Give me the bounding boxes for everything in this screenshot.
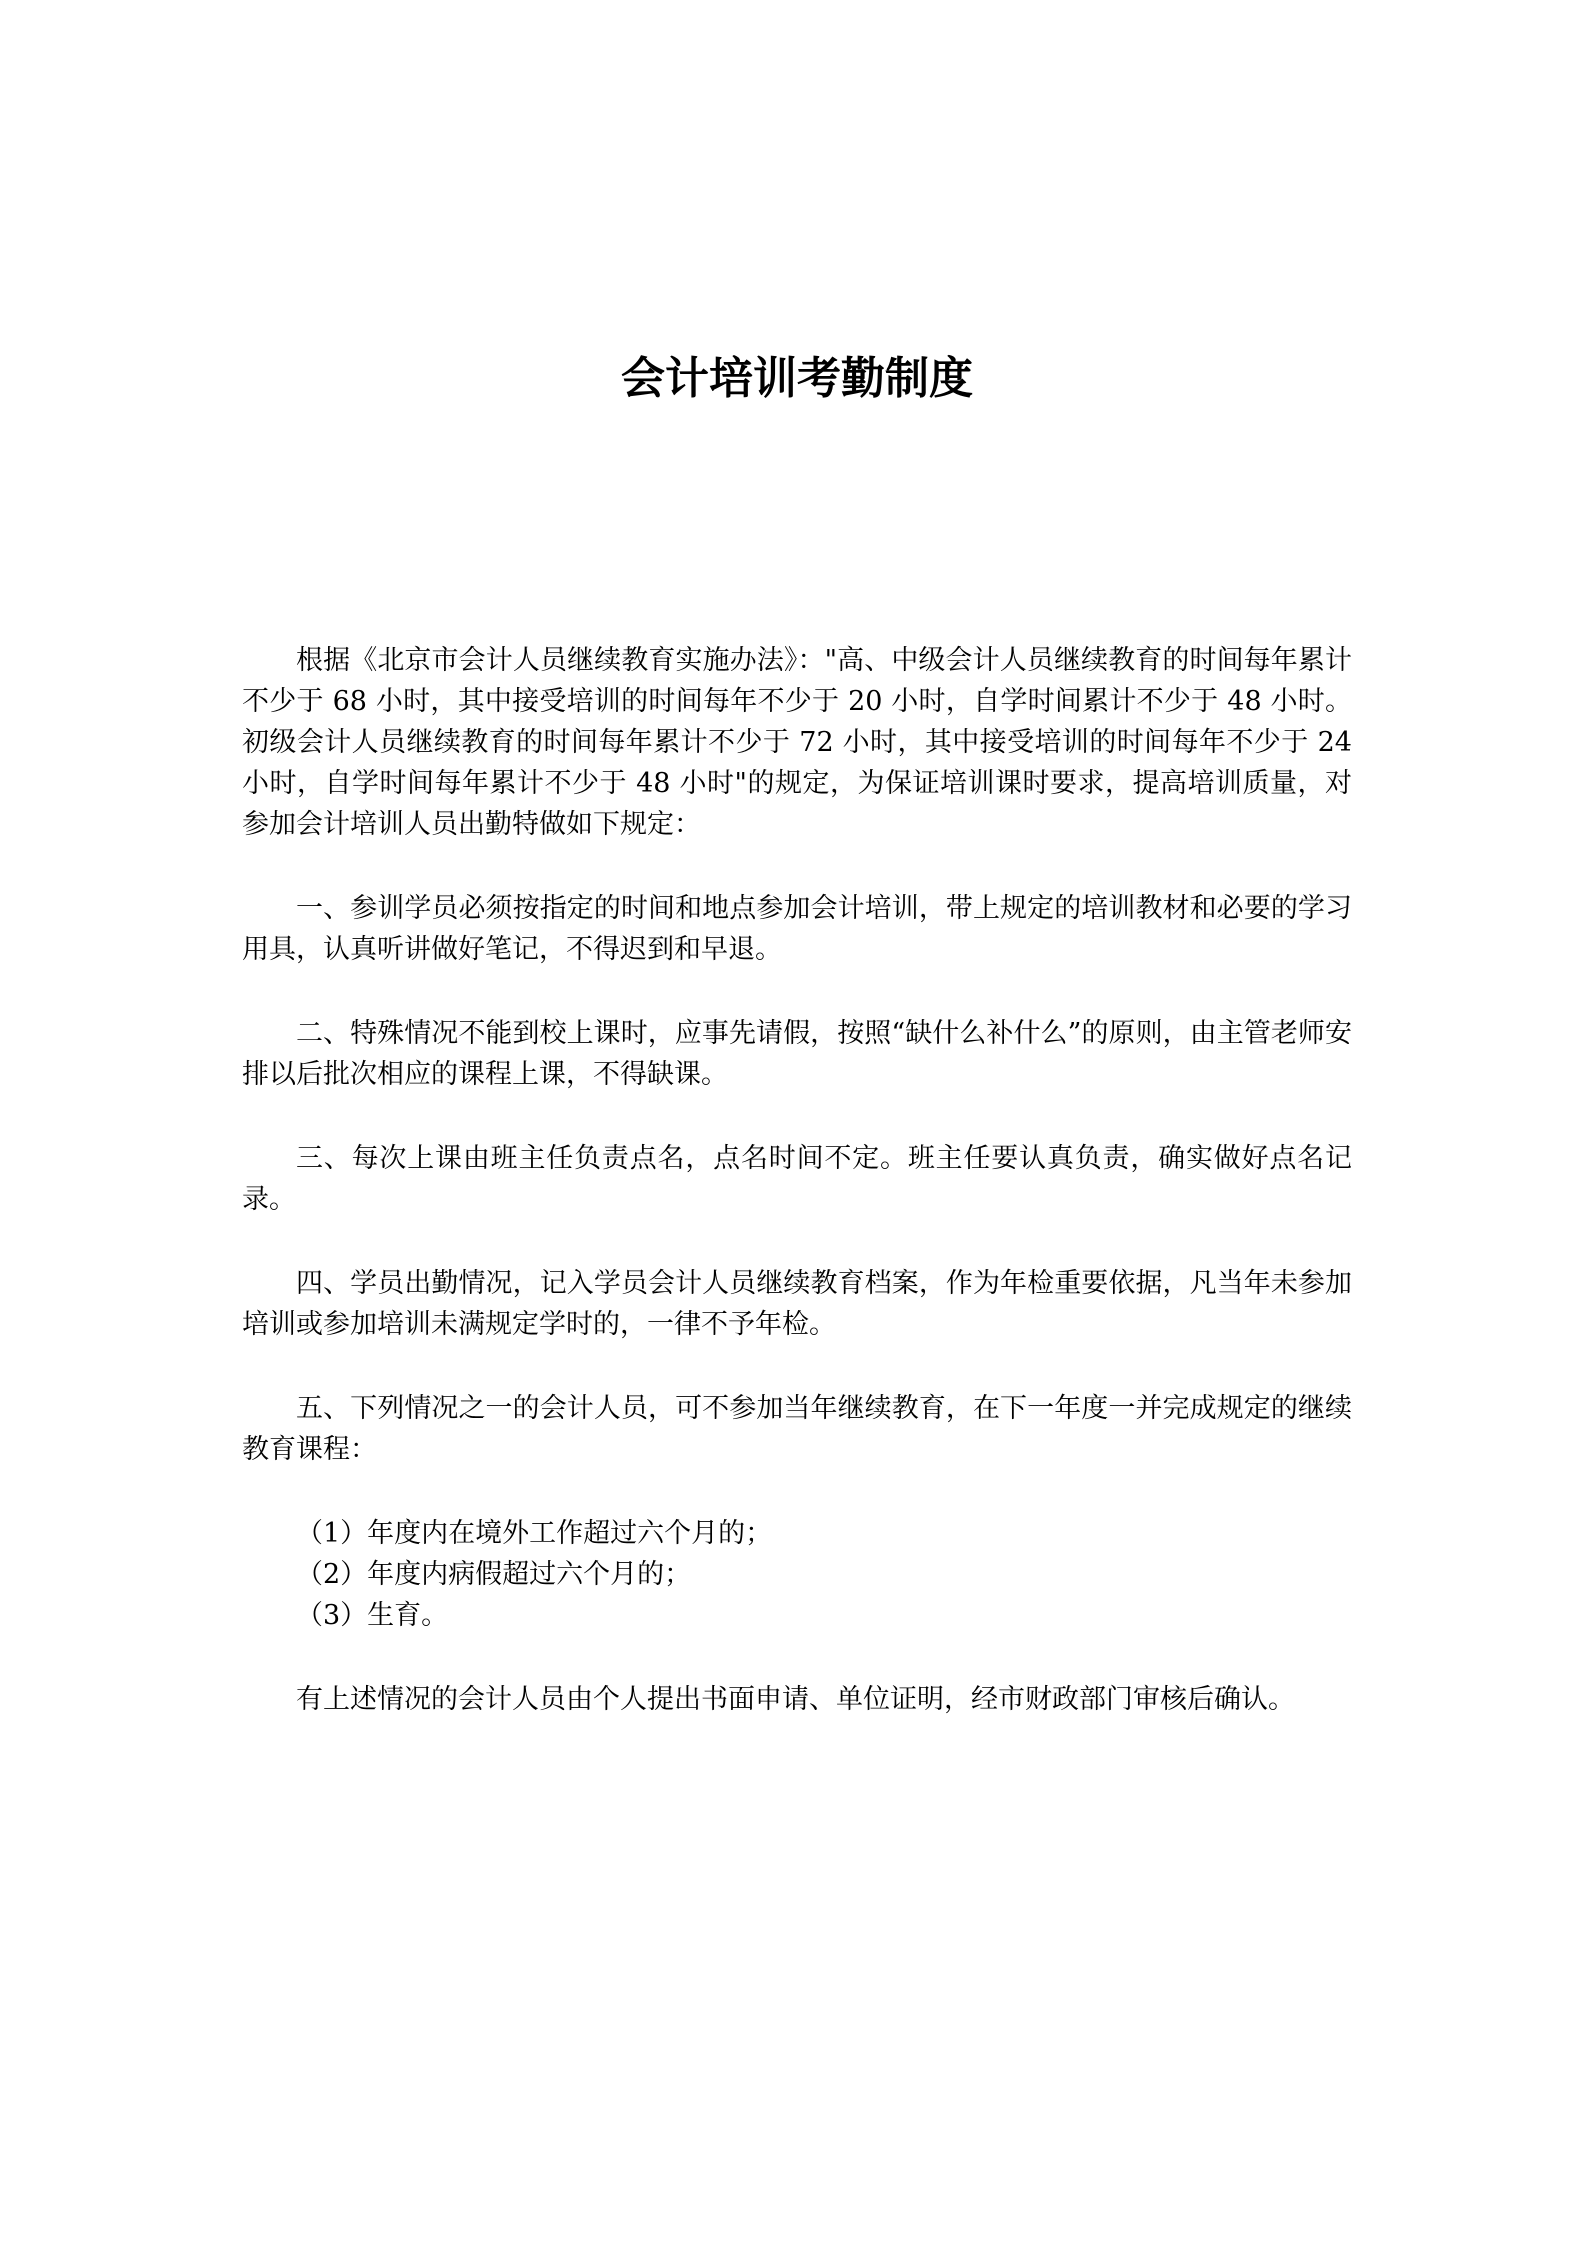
- exemption-item-3: （3）生育。: [296, 1600, 449, 1631]
- paragraph-rule-5: 五、下列情况之一的会计人员，可不参加当年继续教育，在下一年度一并完成规定的继续教育课程：: [242, 1393, 1352, 1465]
- paragraph-rule-1: 一、参训学员必须按指定的时间和地点参加会计培训，带上规定的培训教材和必要的学习用具，认真听讲做好笔记，不得迟到和早退。: [242, 893, 1352, 965]
- paragraph-closing: 有上述情况的会计人员由个人提出书面申请、单位证明，经市财政部门审核后确认。: [296, 1684, 1295, 1715]
- paragraph-rule-2: 二、特殊情况不能到校上课时，应事先请假，按照“缺什么补什么”的原则，由主管老师安排以后批次相应的课程上课，不得缺课。: [242, 1018, 1352, 1090]
- exemption-item-2: （2）年度内病假超过六个月的；: [296, 1559, 692, 1590]
- paragraph-rule-3: 三、每次上课由班主任负责点名，点名时间不定。班主任要认真负责，确实做好点名记录。: [242, 1143, 1352, 1215]
- paragraph-rule-4: 四、学员出勤情况，记入学员会计人员继续教育档案，作为年检重要依据，凡当年未参加培训或参加培训未满规定学时的，一律不予年检。: [242, 1268, 1352, 1340]
- paragraph-intro: 根据《北京市会计人员继续教育实施办法》："高、中级会计人员继续教育的时间每年累计不少于 68 小时，其中接受培训的时间每年不少于 20 小时，自学时间累计不少于 48 小时。初级会计人员继续教育的时间每年累计不少于 72 小时，其中接受培训的时间每年不少于 24 小时，自学时间每年累计不少于 48 小时"的规定，为保证培训课时要求，提高培训质量，对参加会计培训人员出勤特做如下规定：: [242, 645, 1352, 840]
- exemption-list: [242, 1513, 1352, 1636]
- exemption-item-1: （1）年度内在境外工作超过六个月的；: [296, 1518, 773, 1549]
- document-title: 会计培训考勤制度: [621, 353, 973, 404]
